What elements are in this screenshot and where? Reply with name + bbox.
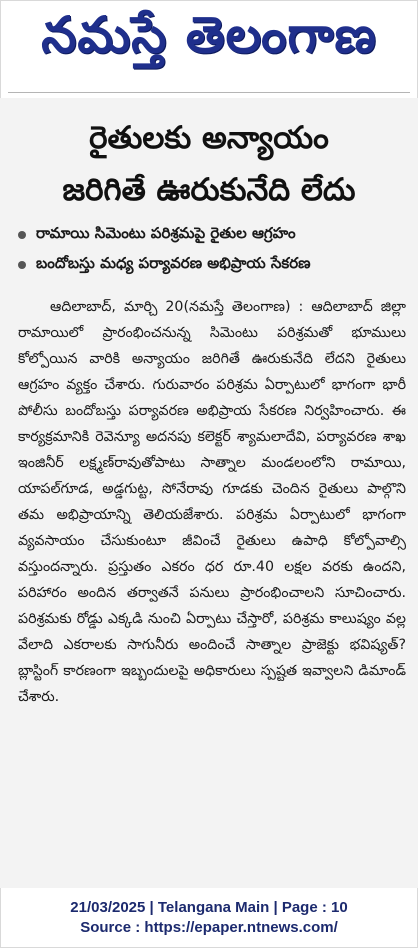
article-body (18, 294, 406, 710)
source-url: Source : https://epaper.ntnews.com/ (80, 919, 338, 936)
subheadline-list (18, 220, 410, 280)
bullet-icon (18, 231, 26, 239)
article-clipping (0, 98, 418, 888)
headline-line-1: రైతులకు అన్యాయం (89, 120, 329, 156)
masthead (0, 0, 418, 88)
masthead-logo: నమస్తే తెలంగాణ (41, 6, 377, 64)
edition-info: 21/03/2025 | Telangana Main | Page : 10 (70, 899, 348, 916)
masthead-divider (8, 92, 410, 93)
headline-line-2: జరిగితే ఊరుకునేది లేదు (62, 172, 356, 208)
subheadline-item (18, 220, 410, 250)
article-headline (10, 112, 408, 216)
source-footer (0, 898, 418, 938)
bullet-icon (18, 261, 26, 269)
subheadline-text: రామాయి సిమెంటు పరిశ్రమపై రైతుల ఆగ్రహం (36, 224, 296, 242)
subheadline-item (18, 250, 410, 280)
article-body-text: ఆదిలాబాద్, మార్చి 20(నమస్తే తెలంగాణ) : ఆదిలాబాద్ జిల్లా రామాయిలో ప్రారంభించనున్న సిమెంటు పరిశ్రమతో భూములు కోల్పోయిన వారికి అన్యాయం జరిగితే ఊరుకునేది లేదని రైతులు ఆగ్రహం వ్యక్తం చేశారు. గురువారం పరిశ్రమ ఏర్పాటులో భాగంగా భారీ పోలీసు బందోబస్తు పర్యావరణ అభిప్రాయ సేకరణ నిర్వహించారు. ఈ కార్యక్రమానికి రెవెన్యూ అదనపు కలెక్టర్ శ్యామలాదేవి, పర్యావరణ శాఖ ఇంజినీర్ లక్ష్మణ్‌రావుతోపాటు సాత్నాల మండలంలోని రామాయి, యాపల్‌గూడ, అడ్డగుట్ట, సోనేరావు గూడకు చెందిన రైతులు పాల్గొని తమ అభిప్రాయాన్ని తెలియజేశారు. పరిశ్రమ ఏర్పాటులో భాగంగా వ్యవసాయం చేసుకుంటూ జీవించే రైతులు ఉపాధి కోల్పోవాల్సి వస్తుందన్నారు. ప్రస్తుతం ఎకరం ధర రూ.40 లక్షల వరకు ఉందని, పరిహారం అందిన తర్వాతనే పనులు ప్రారంభించాలని సూచించారు. పరిశ్రమకు రోడ్డు ఎక్కడి నుంచి ఏర్పాటు చేస్తారో, పరిశ్రమ కాలుష్యం వల్ల వేలాది ఎకరాలకు సాగునీరు అందించే సాత్నాల ప్రాజెక్టు భవిష్యత్? బ్లాస్టింగ్ కారణంగా ఇబ్బందులపై అధికారులు స్పష్టత ఇవ్వాలని డిమాండ్ చేశారు. (18, 299, 406, 705)
subheadline-text: బందోబస్తు మధ్య పర్యావరణ అభిప్రాయ సేకరణ (36, 254, 311, 272)
